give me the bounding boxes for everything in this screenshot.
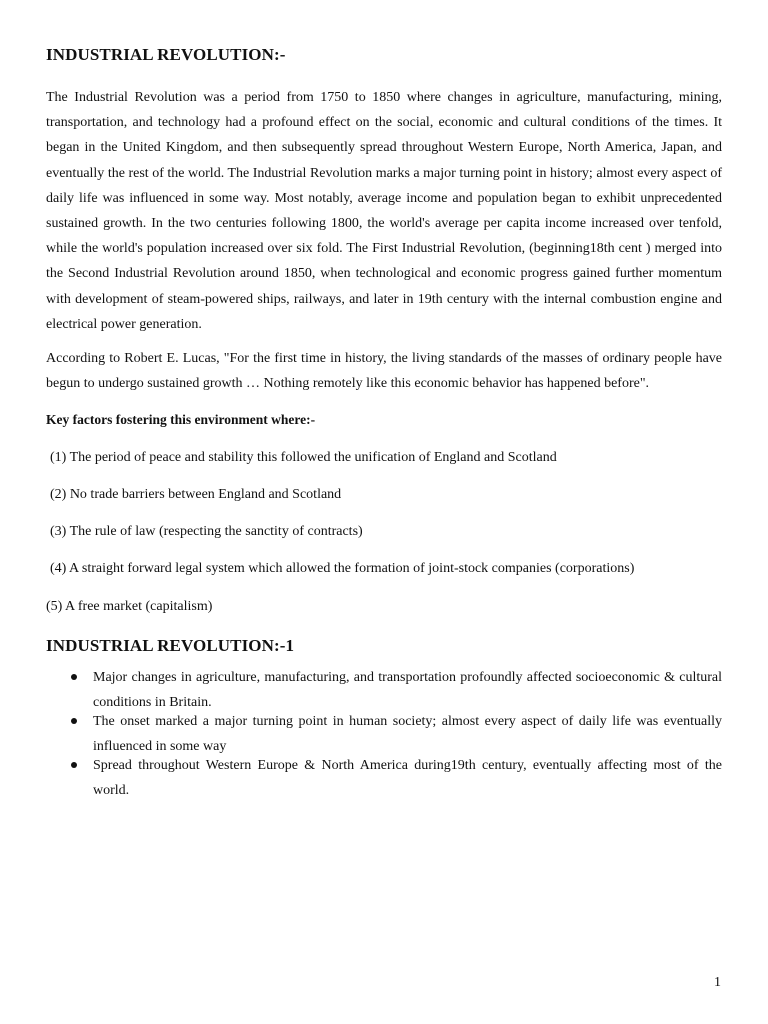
section-heading-industrial-revolution-1: INDUSTRIAL REVOLUTION:-1 [46,636,295,656]
key-factor-4: (4) A straight forward legal system which allowed the formation of joint-stock companies (corporations) [50,561,635,577]
bullet-dot-icon [71,674,77,680]
key-factor-2: (2) No trade barriers between England and Scotland [50,487,342,503]
bullet-text: Major changes in agriculture, manufacturing, and transportation profoundly affected socioeconomic & cultural conditions in Britain. [93,670,722,711]
key-factors-title: Key factors fostering this environment where:- [46,412,316,428]
section-heading-industrial-revolution: INDUSTRIAL REVOLUTION:- [46,45,286,64]
bullet-item-2 [46,709,722,759]
key-factor-1: (1) The period of peace and stability this followed the unification of England and Scotland [50,450,557,466]
bullet-text: Spread throughout Western Europe & North America during19th century, eventually affecting most of the world. [93,758,722,799]
key-factor-3: (3) The rule of law (respecting the sanctity of contracts) [50,524,363,540]
key-factor-5: (5) A free market (capitalism) [46,599,213,615]
intro-paragraph: The Industrial Revolution was a period from 1750 to 1850 where changes in agriculture, manufacturing, mining, transportation, and technology had a profound effect on the social, economic and cultural conditions of the times. It began in the United Kingdom, and then subsequently spread throughout Western Europe, North America, Japan, and eventually the rest of the world. The Industrial Revolution marks a major turning point in history; almost every aspect of daily life was influenced in some way. Most notably, average income and population began to exhibit unprecedented sustained growth. In the two centuries following 1800, the world's average per capita income increased over tenfold, while the world's population increased over six fold. The First Industrial Revolution, (beginning18th cent ) merged into the Second Industrial Revolution around 1850, when technological and economic progress gained further momentum with development of steam-powered ships, railways, and later in 19th century with the internal combustion engine and electrical power generation. [46,90,722,332]
bullet-dot-icon [71,762,77,768]
bullet-dot-icon [71,718,77,724]
bullet-item-1 [46,665,722,715]
page-number: 1 [714,975,721,990]
bullet-text: The onset marked a major turning point in human society; almost every aspect of daily life was eventually influenced in some way [93,714,722,755]
bullet-list [46,665,722,803]
lucas-quote-paragraph: According to Robert E. Lucas, "For the first time in history, the living standards of the masses of ordinary people have begun to undergo sustained growth … Nothing remotely like this economic behavior has happened before". [46,351,722,392]
bullet-item-3 [46,753,722,803]
document-page [46,40,722,797]
